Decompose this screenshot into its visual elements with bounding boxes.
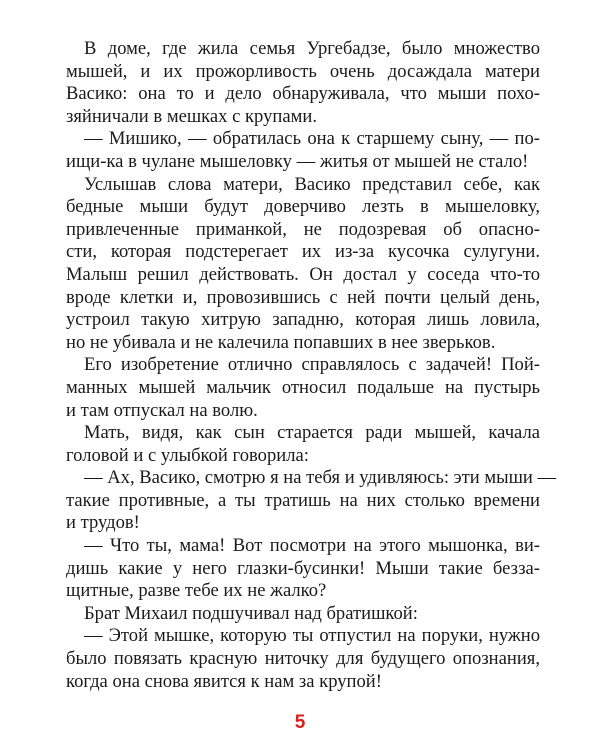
- text-line: и трудов!: [66, 512, 140, 534]
- text-line: и там отпускал на волю.: [66, 399, 258, 421]
- text-line: дишь какие у него глазки-бусинки! Мыши такие безза-: [66, 557, 540, 579]
- text-line: мышей, и их прожорливость очень досаждала матери: [66, 60, 540, 82]
- text-line: Его изобретение отлично справлялось с задачей! Пой-: [84, 354, 540, 376]
- text-line: зяйничали в мешках с крупами.: [66, 105, 317, 127]
- paragraph: [66, 535, 540, 603]
- text-line: устроил такую хитрую западню, которая лишь ловила,: [66, 309, 540, 331]
- text-line: Малыш решил действовать. Он достал у соседа что-то: [66, 263, 540, 285]
- text-line: Васико: она то и дело обнаруживала, что мыши похо-: [66, 83, 540, 105]
- text-line: Мать, видя, как сын старается ради мышей, качала: [84, 422, 540, 444]
- text-line: но не убивала и не калечила попавших в нее зверьков.: [66, 331, 496, 353]
- text-line: — Ах, Васико, смотрю я на тебя и удивляюсь: эти мыши —: [84, 467, 557, 489]
- text-line: ищи-ка в чулане мышеловку — житья от мышей не стало!: [66, 150, 529, 172]
- text-line: Услышав слова матери, Васико представил себе, как: [84, 173, 540, 195]
- text-line: — Этой мышке, которую ты отпустил на поруки, нужно: [84, 625, 540, 647]
- paragraph: [66, 174, 540, 355]
- paragraph: [66, 603, 540, 626]
- text-line: — Мишико, — обратилась она к старшему сыну, — по-: [84, 128, 540, 150]
- paragraph: [66, 625, 540, 693]
- text-line: головой и с улыбкой говорила:: [66, 444, 309, 466]
- paragraph: [66, 422, 540, 467]
- text-line: щитные, разве тебе их не жалко?: [66, 580, 327, 602]
- text-line: В доме, где жила семья Ургебадзе, было множество: [84, 38, 540, 59]
- text-line: бедные мыши будут доверчиво лезть в мышеловку,: [66, 196, 540, 218]
- text-line: такие противные, а ты тратишь на них столько времени: [66, 489, 540, 511]
- paragraph: [66, 467, 557, 535]
- text-line: вроде клетки и, провозившись с ней почти целый день,: [66, 286, 540, 308]
- text-line: манных мышей мальчик относил подальше на пустырь: [66, 376, 540, 398]
- text-line: привлеченные приманкой, не подозревая об опасно-: [66, 218, 540, 240]
- page-number: 5: [294, 712, 306, 733]
- paragraph: [66, 354, 540, 422]
- text-line: сти, которая подстерегает их из-за кусочка сулугуни.: [66, 241, 540, 263]
- text-line: Брат Михаил подшучивал над братишкой:: [84, 602, 418, 624]
- story-text: [66, 38, 557, 693]
- text-line: когда она снова явится к нам за крупой!: [66, 670, 382, 692]
- text-line: было повязать красную ниточку для будущего опознания,: [66, 648, 540, 670]
- paragraph: [66, 128, 540, 173]
- text-line: — Что ты, мама! Вот посмотри на этого мышонка, ви-: [84, 535, 540, 557]
- paragraph: [66, 38, 540, 128]
